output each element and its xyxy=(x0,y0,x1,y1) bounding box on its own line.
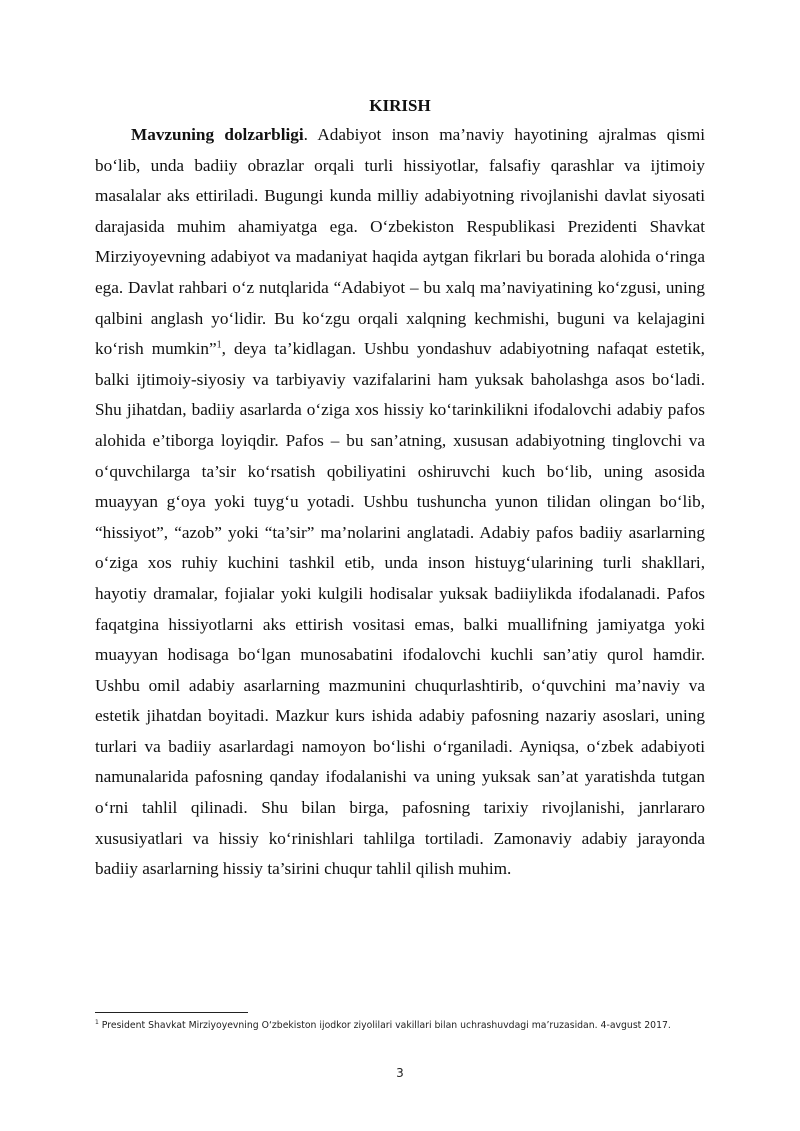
paragraph-text-part2: , deya ta’kidlagan. Ushbu yondashuv adabiyotning nafaqat estetik, balki ijtimoiy-siyosiy va tarbiyaviy vazifalarini ham yuksak baholashga asos bo‘ladi. Shu jihatdan, badiiy asarlarda o‘ziga xos hissiy ko‘tarinkilikni ifodalovchi adabiy pafos alohida e’tiborga loyiqdir. Pafos – bu san’atning, xususan adabiyotning tinglovchi va o‘quvchilarga ta’sir ko‘rsatish qobiliyatini oshiruvchi kuch bo‘lib, uning asosida muayyan g‘oya yoki tuyg‘u yotadi. Ushbu tushuncha yunon tilidan olingan bo‘lib, “hissiyot”, “azob” yoki “ta’sir” ma’nolarini anglatadi. Adabiy pafos badiiy asarlarning o‘ziga xos ruhiy kuchini tashkil etib, unda inson histuyg‘ularining turli shakllari, hayotiy dramalar, fojialar yoki kulgili hodisalar yuksak badiiylikda ifodalanadi. Pafos faqatgina hissiyotlarni aks ettirish vositasi emas, balki muallifning jamiyatga yoki muayyan hodisaga bo‘lgan munosabatini ifodalovchi kuchli san’atiy qurol hamdir. Ushbu omil adabiy asarlarning mazmunini chuqurlashtirib, o‘quvchini ma’naviy va estetik jihatdan boyitadi. Mazkur kurs ishida adabiy pafosning nazariy asoslari, uning turlari va badiiy asarlardagi namoyon bo‘lishi o‘rganiladi. Ayniqsa, o‘zbek adabiyoti namunalarida pafosning qanday ifodalanishi va uning yuksak san’at yaratishda tutgan o‘rni tahlil qilinadi. Shu bilan birga, pafosning tarixiy rivojlanishi, janrlararo xususiyatlari va hissiy ko‘rinishlari tahlilga tortiladi. Zamonaviy adabiy jarayonda badiiy asarlarning hissiy ta’sirini chuqur tahlil qilish muhim. xyxy=(95,339,705,879)
page-title: KIRISH xyxy=(369,96,431,115)
paragraph-text-part1: . Adabiyot inson ma’naviy hayotining ajralmas qismi bo‘lib, unda badiiy obrazlar orqali turli hissiyotlar, falsafiy qarashlar va ijtimoiy masalalar aks ettiriladi. Bugungi kunda milliy adabiyotning rivojlanishi davlat siyosati darajasida muhim ahamiyatga ega. O‘zbekiston Respublikasi Prezidenti Shavkat Mirziyoyevning adabiyot va madaniyat haqida aytgan fikrlari bu borada alohida o‘ringa ega. Davlat rahbari o‘z nutqlarida “Adabiyot – bu xalq ma’naviyatining ko‘zgusi, uning qalbini anglash yo‘lidir. Bu ko‘zgu orqali xalqning kechmishi, buguni va kelajagini ko‘rish mumkin” xyxy=(95,125,706,359)
document-page xyxy=(95,92,705,885)
lead-term: Mavzuning dolzarbligi xyxy=(131,125,304,144)
footnote-marker: 1 xyxy=(95,1018,99,1026)
page-number: 3 xyxy=(396,1066,404,1080)
body-paragraph xyxy=(95,120,705,885)
footnote xyxy=(95,1019,715,1033)
footnote-reference[interactable]: 1 xyxy=(216,339,222,351)
footnote-text: President Shavkat Mirziyoyevning O‘zbekiston ijodkor ziyolilari vakillari bilan uchrashuvdagi ma’ruzasidan. 4-avgust 2017. xyxy=(98,1020,671,1031)
footnote-divider xyxy=(95,1012,248,1013)
